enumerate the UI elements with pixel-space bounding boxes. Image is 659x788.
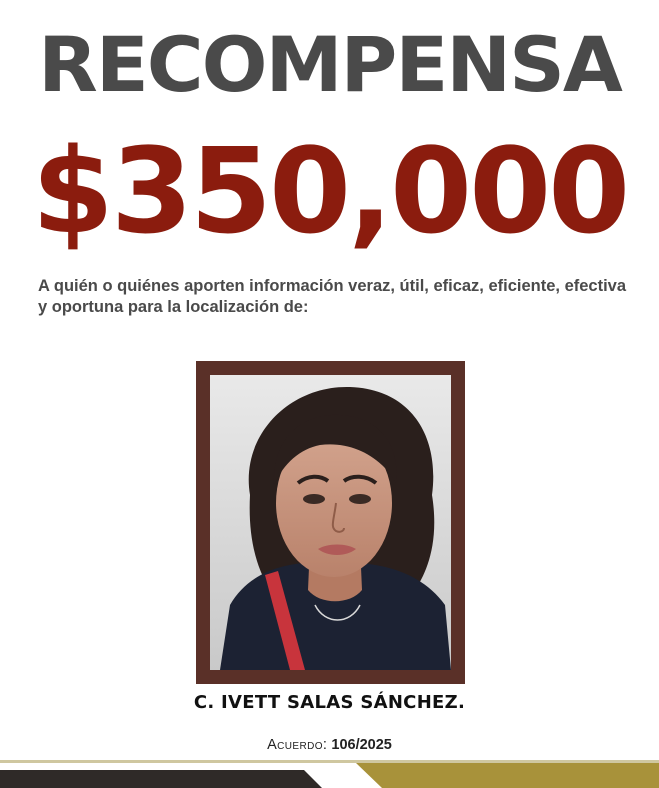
reward-amount: $350,000 — [31, 122, 628, 260]
missing-person-photo — [210, 375, 451, 670]
reward-description: A quién o quiénes aporten información veraz, útil, eficaz, eficiente, efectiva y oportuna para la localización de: — [38, 277, 627, 316]
agreement-label: Acuerdo: — [267, 737, 328, 753]
agreement-number: 106/2025 — [331, 737, 392, 753]
photo-frame — [196, 361, 465, 684]
reward-headline: RECOMPENSA — [38, 20, 621, 109]
footer-decorative-band — [0, 760, 659, 788]
portrait-illustration — [210, 375, 451, 670]
agreement-line — [0, 737, 659, 753]
person-name: C. IVETT SALAS SÁNCHEZ. — [193, 692, 466, 713]
